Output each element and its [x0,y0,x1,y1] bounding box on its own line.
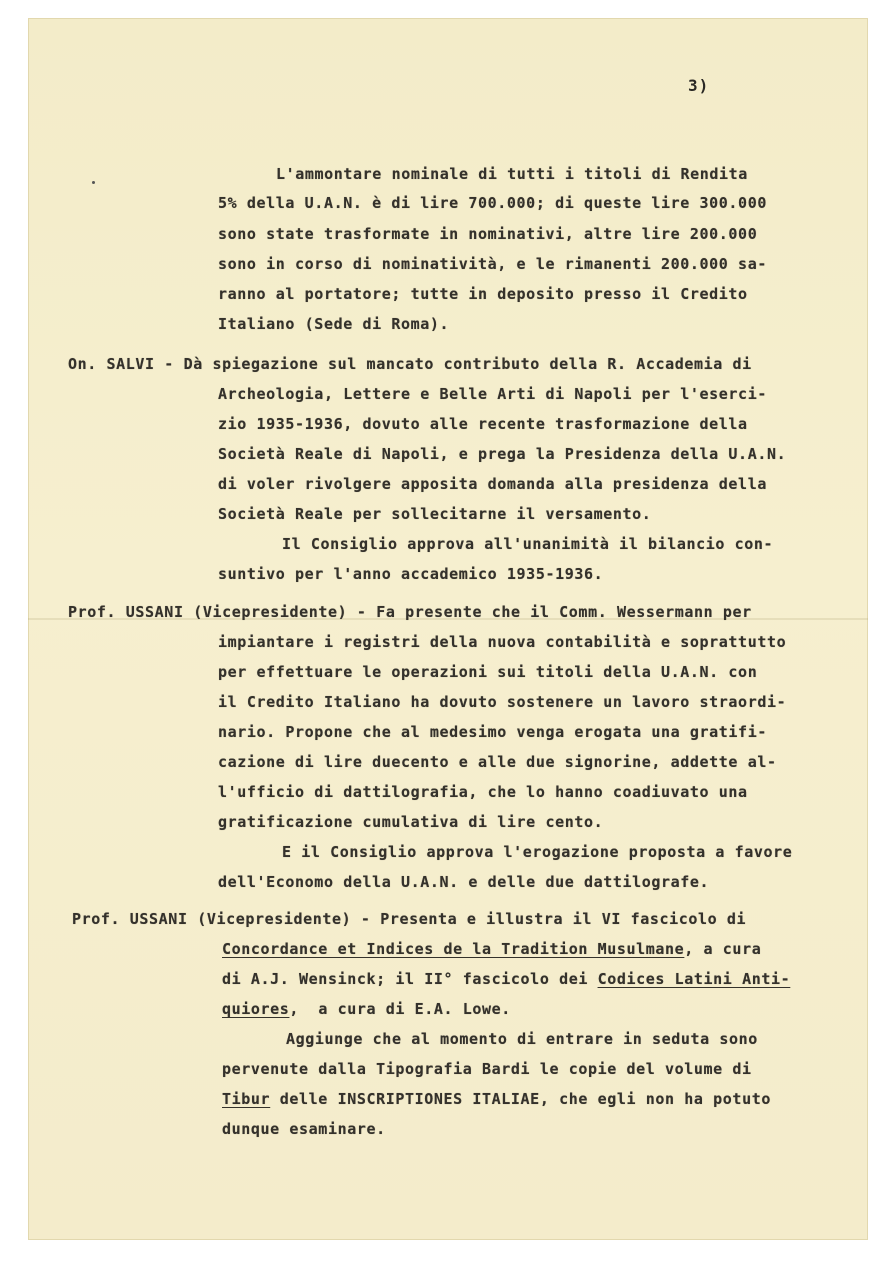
work-title: Tibur [222,1090,271,1108]
text-line: dell'Economo della U.A.N. e delle due dattilografe. [218,873,710,891]
text-line: Italiano (Sede di Roma). [218,315,450,333]
text-line: impiantare i registri della nuova contabilità e soprattutto [218,633,787,651]
work-title: Concordance et Indices de la Tradition Musulmane [222,940,685,958]
text-line: Fa presente che il Comm. Wessermann per [376,603,752,621]
text-line: nario. Propone che al medesimo venga erogata una gratifi- [218,723,767,741]
text-line: cazione di lire duecento e alle due signorine, addette al- [218,753,777,771]
text-line: sono in corso di nominatività, e le rimanenti 200.000 sa- [218,255,767,273]
speaker-line [68,603,752,621]
text-line: il Credito Italiano ha dovuto sostenere un lavoro straordi- [218,693,787,711]
speaker-line [72,910,746,928]
text-line: Tibur delle INSCRIPTIONES ITALIAE, che egli non ha potuto [222,1090,771,1108]
text-line: E il Consiglio approva l'erogazione proposta a favore [282,843,793,861]
text-line: dunque esaminare. [222,1120,386,1138]
speaker-line [68,355,752,373]
page-number: 3) [688,76,710,95]
text-line: quiores, a cura di E.A. Lowe. [222,1000,511,1018]
text-line: Dà spiegazione sul mancato contributo della R. Accademia di [183,355,752,373]
text-line: per effettuare le operazioni sui titoli della U.A.N. con [218,663,758,681]
text-line: Il Consiglio approva all'unanimità il bilancio con- [282,535,774,553]
text-line: ranno al portatore; tutte in deposito presso il Credito [218,285,748,303]
speaker-name: Prof. USSANI (Vicepresidente) - [72,910,381,928]
text-line: Archeologia, Lettere e Belle Arti di Napoli per l'eserci- [218,385,767,403]
text-line: l'ufficio di dattilografia, che lo hanno coadiuvato una [218,783,748,801]
text-line: zio 1935-1936, dovuto alle recente trasformazione della [218,415,748,433]
text-line: Presenta e illustra il VI fascicolo di [380,910,747,928]
text-line: Società Reale per sollecitarne il versamento. [218,505,652,523]
text-line: di voler rivolgere apposita domanda alla presidenza della [218,475,767,493]
text-line: 5% della U.A.N. è di lire 700.000; di queste lire 300.000 [218,194,767,212]
text-line: suntivo per l'anno accademico 1935-1936. [218,565,604,583]
text-line: Concordance et Indices de la Tradition Musulmane, a cura [222,940,762,958]
speaker-name: On. SALVI - [68,355,184,373]
text-line: di A.J. Wensinck; il II° fascicolo dei Codices Latini Anti- [222,970,791,988]
text-line: Aggiunge che al momento di entrare in seduta sono [286,1030,758,1048]
work-title: quiores [222,1000,290,1018]
text-line: gratificazione cumulativa di lire cento. [218,813,604,831]
text-line: sono state trasformate in nominativi, altre lire 200.000 [218,225,758,243]
text-line: L'ammontare nominale di tutti i titoli di Rendita [276,165,748,183]
speaker-name: Prof. USSANI (Vicepresidente) - [68,603,377,621]
text-line: pervenute dalla Tipografia Bardi le copie del volume di [222,1060,752,1078]
work-title: Codices Latini Anti- [597,970,791,988]
text-line: Società Reale di Napoli, e prega la Presidenza della U.A.N. [218,445,787,463]
ink-speck [92,181,95,184]
